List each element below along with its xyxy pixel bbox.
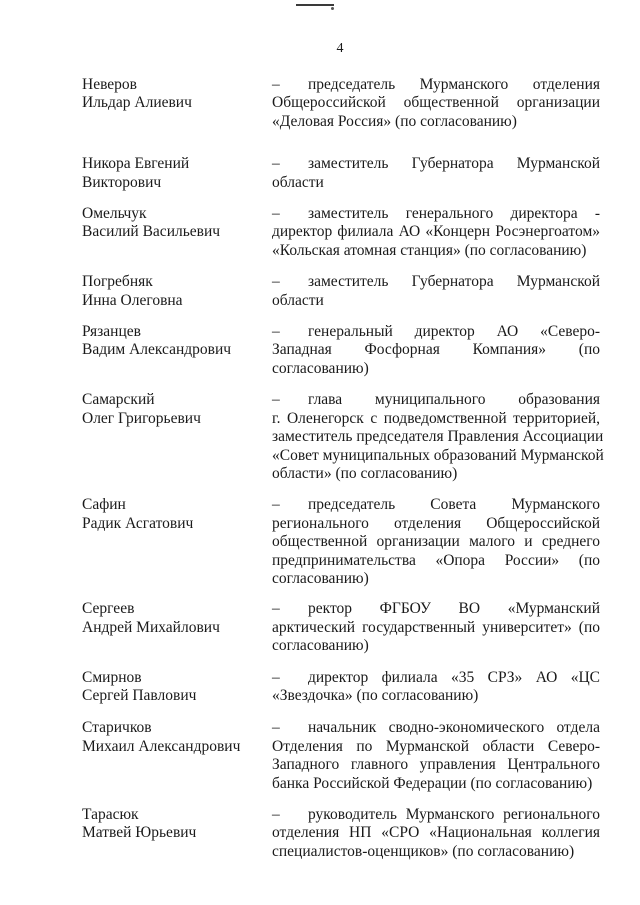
member-surname: Омельчук xyxy=(82,205,147,223)
role-line: Отделения по Мурманской области Северо- xyxy=(272,737,600,755)
member-name xyxy=(82,669,272,706)
role-text: заместитель Губернатора Мурманской xyxy=(308,273,600,291)
role-line: заместитель председателя Правления Ассоциации xyxy=(272,428,604,446)
role-line: предпринимательства «Опора России» (по xyxy=(272,551,600,569)
member-given-name: Андрей Михайлович xyxy=(82,618,220,636)
member-name xyxy=(82,600,272,637)
role-line: Западная Фосфорная Компания» (по xyxy=(272,341,600,359)
role-line: регионального отделения Общероссийской xyxy=(272,514,600,532)
member-role xyxy=(272,669,600,706)
member-given-name: Василий Васильевич xyxy=(82,223,221,241)
member-surname: Неверов xyxy=(82,76,137,93)
role-line: области xyxy=(272,173,324,191)
list-item xyxy=(82,205,600,260)
dash-separator: – xyxy=(272,155,280,173)
member-name xyxy=(82,391,272,428)
member-surname: Сергеев xyxy=(82,600,135,618)
role-text: директор филиала «35 СРЗ» АО «ЦС xyxy=(308,668,600,686)
role-line xyxy=(272,719,600,737)
dash-separator: – xyxy=(272,273,280,291)
dash-separator: – xyxy=(272,205,280,223)
role-line: директор филиала АО «Концерн Росэнергоатом» xyxy=(272,223,600,241)
role-line xyxy=(272,273,600,291)
list-item xyxy=(82,669,600,706)
role-line xyxy=(272,669,600,687)
member-surname: Тарасюк xyxy=(82,806,139,823)
member-given-name: Матвей Юрьевич xyxy=(82,824,197,842)
member-role xyxy=(272,155,600,192)
member-given-name: Сергей Павлович xyxy=(82,686,197,704)
member-given-name: Олег Григорьевич xyxy=(82,409,201,427)
list-item xyxy=(82,76,600,131)
role-text: генеральный директор АО «Северо- xyxy=(308,323,600,341)
member-role xyxy=(272,806,600,861)
member-role xyxy=(272,496,600,588)
role-line: общественной организации малого и среднего xyxy=(272,533,600,551)
list-item xyxy=(82,391,604,483)
member-given-name: Инна Олеговна xyxy=(82,291,183,309)
page-number: 4 xyxy=(336,41,344,56)
role-line xyxy=(272,76,600,94)
role-text: заместитель генерального директора - xyxy=(308,205,600,223)
role-text: глава муниципального образования xyxy=(308,391,600,409)
member-role xyxy=(272,391,604,483)
top-edge-mark xyxy=(296,4,334,6)
role-line: области» (по согласованию) xyxy=(272,464,458,482)
role-line: согласованию) xyxy=(272,569,369,587)
list-item xyxy=(82,719,600,793)
dash-separator: – xyxy=(272,600,280,618)
member-role xyxy=(272,76,600,131)
list-item xyxy=(82,496,600,588)
member-given-name: Ильдар Алиевич xyxy=(82,94,192,112)
member-surname: Старичков xyxy=(82,719,152,737)
dash-separator: – xyxy=(272,806,280,823)
member-list xyxy=(82,76,604,861)
member-surname: Самарский xyxy=(82,391,155,409)
member-name xyxy=(82,323,272,360)
role-line: «Кольская атомная станция» (по согласованию) xyxy=(272,241,587,259)
member-name xyxy=(82,273,272,310)
member-surname: Погребняк xyxy=(82,273,153,291)
role-line: «Совет муниципальных образований Мурманской xyxy=(272,446,604,464)
role-line: арктический государственный университет» (по xyxy=(272,618,600,636)
role-line: согласованию) xyxy=(272,637,369,655)
member-given-name: Викторович xyxy=(82,173,162,191)
member-surname: Смирнов xyxy=(82,668,142,686)
dash-separator: – xyxy=(272,391,280,409)
member-name xyxy=(82,155,272,192)
list-item xyxy=(82,600,600,655)
dash-separator: – xyxy=(272,668,280,686)
role-text: руководитель Мурманского регионального xyxy=(308,806,600,823)
member-role xyxy=(272,600,600,655)
role-line: банка Российской Федерации (по согласованию) xyxy=(272,774,593,792)
role-text: председатель Мурманского отделения xyxy=(308,76,600,93)
dash-separator: – xyxy=(272,323,280,341)
dash-separator: – xyxy=(272,76,280,93)
role-line xyxy=(272,600,600,618)
role-line xyxy=(272,155,600,173)
role-line: согласованию) xyxy=(272,359,369,377)
member-name xyxy=(82,76,272,113)
list-item xyxy=(82,273,600,310)
member-given-name: Радик Асгатович xyxy=(82,514,194,532)
role-line xyxy=(272,391,600,409)
member-name xyxy=(82,719,272,756)
role-text: председатель Совета Мурманского xyxy=(308,496,600,514)
role-line: области xyxy=(272,291,324,309)
top-edge-dot xyxy=(331,7,334,10)
list-item xyxy=(82,806,600,861)
role-line: отделения НП «СРО «Национальная коллегия xyxy=(272,824,600,842)
role-text: начальник сводно-экономического отдела xyxy=(308,719,600,737)
member-surname: Сафин xyxy=(82,496,126,514)
role-text: ректор ФГБОУ ВО «Мурманский xyxy=(308,600,600,618)
member-name xyxy=(82,205,272,242)
list-item xyxy=(82,323,600,378)
member-role xyxy=(272,273,600,310)
member-role xyxy=(272,323,600,378)
role-line: «Деловая Россия» (по согласованию) xyxy=(272,112,517,130)
member-surname: Никора Евгений xyxy=(82,155,190,173)
member-given-name: Михаил Александрович xyxy=(82,737,241,755)
member-given-name: Вадим Александрович xyxy=(82,341,232,359)
role-line xyxy=(272,323,600,341)
member-role xyxy=(272,205,600,260)
role-line xyxy=(272,205,600,223)
dash-separator: – xyxy=(272,719,280,737)
role-line: Общероссийской общественной организации xyxy=(272,94,600,112)
role-line: Западного главного управления Центрального xyxy=(272,756,600,774)
role-line: «Звездочка» (по согласованию) xyxy=(272,686,479,704)
member-name xyxy=(82,806,272,843)
member-role xyxy=(272,719,600,793)
member-surname: Рязанцев xyxy=(82,323,141,341)
role-text: заместитель Губернатора Мурманской xyxy=(308,155,600,173)
member-name xyxy=(82,496,272,533)
list-item xyxy=(82,155,600,192)
role-line xyxy=(272,806,600,824)
role-line xyxy=(272,496,600,514)
role-line: г. Оленегорск с подведомственной территорией, xyxy=(272,409,600,427)
dash-separator: – xyxy=(272,496,280,514)
role-line: специалистов-оценщиков» (по согласованию) xyxy=(272,842,575,860)
